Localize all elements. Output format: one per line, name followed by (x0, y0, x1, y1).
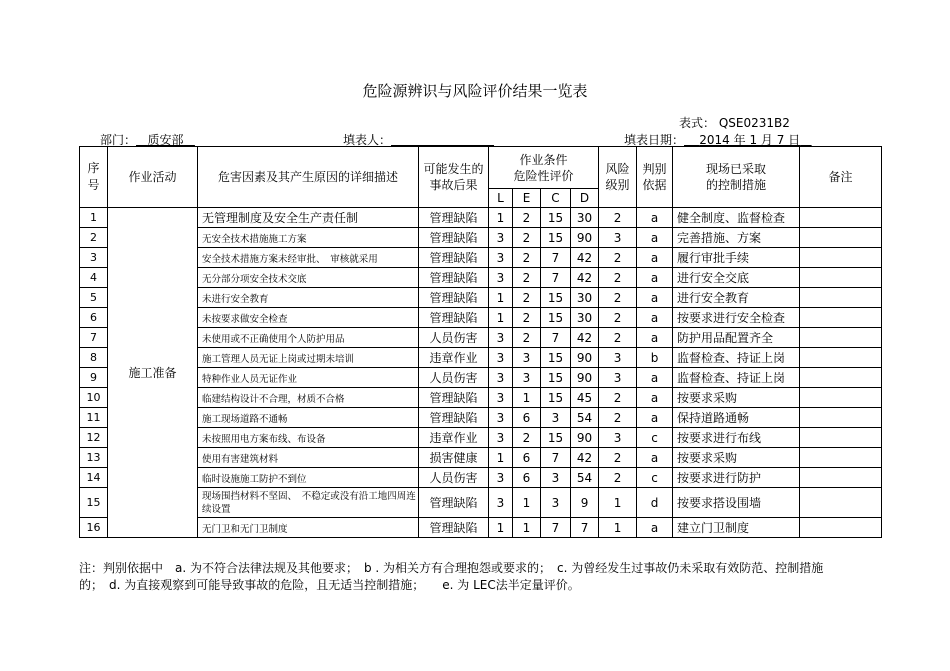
header-L: L (489, 189, 513, 208)
hazard-description: 临时设施施工防护不到位 (198, 468, 419, 488)
cell-e: 2 (513, 308, 541, 328)
hazard-description: 未按照用电方案布线、布设备 (198, 428, 419, 448)
cell-basis: c (637, 428, 673, 448)
department-value: 质安部 (147, 133, 184, 147)
row-number: 12 (80, 428, 108, 448)
cell-basis: a (637, 288, 673, 308)
cell-cons: 管理缺陷 (419, 308, 489, 328)
cell-c: 7 (541, 518, 571, 538)
row-number: 14 (80, 468, 108, 488)
table-row (80, 488, 882, 518)
hazard-description: 临建结构设计不合理，材质不合格 (198, 388, 419, 408)
remarks-cell (800, 408, 882, 428)
hazard-description: 无管理制度及安全生产责任制 (198, 208, 419, 228)
form-number: 表式： QSE0231B2 (679, 116, 790, 130)
filler-label: 填表人： (343, 133, 392, 147)
cell-d: 30 (571, 208, 599, 228)
cell-c: 7 (541, 268, 571, 288)
cell-d: 30 (571, 288, 599, 308)
cell-basis: a (637, 388, 673, 408)
cell-basis: a (637, 368, 673, 388)
cell-l: 3 (489, 468, 513, 488)
cell-cons: 人员伤害 (419, 328, 489, 348)
cell-e: 6 (513, 408, 541, 428)
cell-basis: a (637, 268, 673, 288)
row-number: 16 (80, 518, 108, 538)
row-number: 1 (80, 208, 108, 228)
cell-d: 7 (571, 518, 599, 538)
cell-c: 15 (541, 388, 571, 408)
cell-l: 3 (489, 428, 513, 448)
remarks-cell (800, 328, 882, 348)
control-measure: 按要求进行防护 (673, 468, 800, 488)
header-risk-level: 风险级别 (599, 147, 637, 208)
control-measure: 履行审批手续 (673, 248, 800, 268)
cell-level: 2 (599, 248, 637, 268)
footnote (79, 560, 879, 594)
cell-level: 3 (599, 428, 637, 448)
row-number: 11 (80, 408, 108, 428)
control-measure: 按要求搭设围墙 (673, 488, 800, 518)
header-C: C (541, 189, 571, 208)
table-row (80, 348, 882, 368)
table-row (80, 328, 882, 348)
header-control (673, 147, 800, 208)
control-measure: 监督检查、持证上岗 (673, 348, 800, 368)
cell-level: 1 (599, 518, 637, 538)
cell-c: 15 (541, 368, 571, 388)
cell-level: 3 (599, 228, 637, 248)
date-label: 填表日期： (624, 133, 685, 147)
footnote-line1: 注：判别依据中 a. 为不符合法律法规及其他要求； b . 为相关方有合理抱怨或要求的； c. 为曾经发生过事故仍未采取有效防范、控制措施 (79, 561, 824, 575)
remarks-cell (800, 248, 882, 268)
cell-c: 15 (541, 288, 571, 308)
cell-e: 2 (513, 248, 541, 268)
cell-cons: 管理缺陷 (419, 388, 489, 408)
cell-l: 3 (489, 368, 513, 388)
header-conditions (489, 147, 599, 189)
header-seq: 序号 (80, 147, 108, 208)
control-measure: 按要求进行安全检查 (673, 308, 800, 328)
cell-e: 1 (513, 488, 541, 518)
cell-e: 6 (513, 468, 541, 488)
remarks-cell (800, 368, 882, 388)
date-value: 2014 年 1 月 7 日 (699, 133, 801, 147)
cell-level: 2 (599, 288, 637, 308)
cell-d: 90 (571, 428, 599, 448)
remarks-cell (800, 348, 882, 368)
cell-l: 1 (489, 448, 513, 468)
cell-l: 3 (489, 268, 513, 288)
table-row (80, 268, 882, 288)
header-activity: 作业活动 (108, 147, 198, 208)
hazard-description: 无分部分项安全技术交底 (198, 268, 419, 288)
header-control-line1: 现场已采取 (706, 162, 767, 176)
cell-e: 3 (513, 348, 541, 368)
cell-cons: 人员伤害 (419, 368, 489, 388)
cell-e: 1 (513, 518, 541, 538)
cell-l: 1 (489, 518, 513, 538)
cell-c: 15 (541, 348, 571, 368)
hazard-description: 未进行安全教育 (198, 288, 419, 308)
cell-cons: 损害健康 (419, 448, 489, 468)
cell-cons: 管理缺陷 (419, 248, 489, 268)
row-number: 2 (80, 228, 108, 248)
row-number: 8 (80, 348, 108, 368)
cell-basis: b (637, 348, 673, 368)
header-remarks: 备注 (800, 147, 882, 208)
row-number: 3 (80, 248, 108, 268)
cell-d: 90 (571, 368, 599, 388)
header-conditions-line1: 作业条件 (519, 152, 568, 167)
cell-level: 2 (599, 328, 637, 348)
cell-cons: 管理缺陷 (419, 518, 489, 538)
header-control-line2: 的控制措施 (706, 178, 767, 192)
cell-d: 42 (571, 248, 599, 268)
remarks-cell (800, 428, 882, 448)
cell-level: 2 (599, 448, 637, 468)
row-number: 10 (80, 388, 108, 408)
remarks-cell (800, 268, 882, 288)
control-measure: 建立门卫制度 (673, 518, 800, 538)
document-title: 危险源辨识与风险评价结果一览表 (362, 82, 588, 100)
control-measure: 按要求进行布线 (673, 428, 800, 448)
remarks-cell (800, 208, 882, 228)
hazard-description: 现场围挡材料不坚固、 不稳定或没有沿工地四周连续设置 (198, 488, 419, 518)
cell-e: 3 (513, 368, 541, 388)
cell-level: 2 (599, 468, 637, 488)
control-measure: 按要求采购 (673, 388, 800, 408)
cell-basis: c (637, 468, 673, 488)
table-row (80, 288, 882, 308)
cell-c: 15 (541, 428, 571, 448)
cell-cons: 违章作业 (419, 348, 489, 368)
cell-e: 6 (513, 448, 541, 468)
hazard-description: 施工现场道路不通畅 (198, 408, 419, 428)
hazard-description: 未使用或不正确使用个人防护用品 (198, 328, 419, 348)
row-number: 6 (80, 308, 108, 328)
cell-e: 1 (513, 388, 541, 408)
cell-level: 1 (599, 488, 637, 518)
cell-d: 42 (571, 448, 599, 468)
remarks-cell (800, 228, 882, 248)
cell-c: 15 (541, 228, 571, 248)
cell-c: 7 (541, 248, 571, 268)
cell-basis: a (637, 448, 673, 468)
cell-c: 3 (541, 468, 571, 488)
remarks-cell (800, 518, 882, 538)
row-number: 7 (80, 328, 108, 348)
control-measure: 进行安全教育 (673, 288, 800, 308)
cell-cons: 管理缺陷 (419, 488, 489, 518)
cell-d: 30 (571, 308, 599, 328)
cell-c: 3 (541, 488, 571, 518)
cell-basis: a (637, 408, 673, 428)
cell-d: 54 (571, 408, 599, 428)
control-measure: 按要求采购 (673, 448, 800, 468)
row-number: 13 (80, 448, 108, 468)
header-D: D (571, 189, 599, 208)
hazard-description: 未按要求做安全检查 (198, 308, 419, 328)
cell-basis: a (637, 518, 673, 538)
row-number: 15 (80, 488, 108, 518)
cell-c: 15 (541, 308, 571, 328)
department-label: 部门： (100, 133, 137, 147)
table-row (80, 248, 882, 268)
cell-cons: 管理缺陷 (419, 288, 489, 308)
cell-l: 3 (489, 328, 513, 348)
table-row (80, 408, 882, 428)
cell-level: 2 (599, 388, 637, 408)
cell-basis: a (637, 208, 673, 228)
activity-cell: 施工准备 (108, 208, 198, 538)
cell-cons: 违章作业 (419, 428, 489, 448)
table-row (80, 518, 882, 538)
remarks-cell (800, 388, 882, 408)
control-measure: 保持道路通畅 (673, 408, 800, 428)
cell-cons: 管理缺陷 (419, 228, 489, 248)
cell-c: 15 (541, 208, 571, 228)
cell-d: 42 (571, 268, 599, 288)
cell-e: 2 (513, 288, 541, 308)
hazard-description: 安全技术措施方案未经审批、 审核就采用 (198, 248, 419, 268)
cell-c: 3 (541, 408, 571, 428)
header-conditions-line2: 危险性评价 (513, 168, 574, 183)
cell-d: 90 (571, 228, 599, 248)
row-number: 9 (80, 368, 108, 388)
cell-level: 2 (599, 208, 637, 228)
cell-basis: a (637, 248, 673, 268)
risk-assessment-table (79, 146, 882, 538)
table-row (80, 388, 882, 408)
cell-cons: 管理缺陷 (419, 208, 489, 228)
cell-d: 42 (571, 328, 599, 348)
cell-l: 3 (489, 228, 513, 248)
cell-e: 2 (513, 428, 541, 448)
table-row (80, 368, 882, 388)
remarks-cell (800, 288, 882, 308)
control-measure: 健全制度、监督检查 (673, 208, 800, 228)
hazard-description: 特种作业人员无证作业 (198, 368, 419, 388)
control-measure: 完善措施、方案 (673, 228, 800, 248)
cell-d: 54 (571, 468, 599, 488)
header-E: E (513, 189, 541, 208)
cell-cons: 管理缺陷 (419, 408, 489, 428)
cell-basis: a (637, 228, 673, 248)
cell-level: 3 (599, 368, 637, 388)
cell-level: 2 (599, 408, 637, 428)
filler-value (391, 133, 494, 147)
remarks-cell (800, 308, 882, 328)
remarks-cell (800, 488, 882, 518)
table-row (80, 308, 882, 328)
row-number: 5 (80, 288, 108, 308)
cell-l: 3 (489, 408, 513, 428)
hazard-description: 无门卫和无门卫制度 (198, 518, 419, 538)
cell-level: 3 (599, 348, 637, 368)
cell-level: 2 (599, 308, 637, 328)
remarks-cell (800, 448, 882, 468)
cell-c: 7 (541, 448, 571, 468)
table-row (80, 448, 882, 468)
cell-cons: 管理缺陷 (419, 268, 489, 288)
cell-e: 2 (513, 208, 541, 228)
cell-l: 3 (489, 488, 513, 518)
control-measure: 防护用品配置齐全 (673, 328, 800, 348)
row-number: 4 (80, 268, 108, 288)
cell-l: 1 (489, 308, 513, 328)
cell-d: 45 (571, 388, 599, 408)
cell-l: 1 (489, 208, 513, 228)
table-row (80, 228, 882, 248)
control-measure: 监督检查、持证上岗 (673, 368, 800, 388)
cell-level: 2 (599, 268, 637, 288)
cell-cons: 人员伤害 (419, 468, 489, 488)
cell-c: 7 (541, 328, 571, 348)
cell-basis: a (637, 308, 673, 328)
cell-e: 2 (513, 328, 541, 348)
remarks-cell (800, 468, 882, 488)
cell-basis: d (637, 488, 673, 518)
table-row (80, 208, 882, 228)
cell-l: 1 (489, 288, 513, 308)
hazard-description: 使用有害建筑材料 (198, 448, 419, 468)
hazard-description: 无安全技术措施施工方案 (198, 228, 419, 248)
cell-basis: a (637, 328, 673, 348)
cell-l: 3 (489, 248, 513, 268)
cell-d: 90 (571, 348, 599, 368)
hazard-description: 施工管理人员无证上岗或过期未培训 (198, 348, 419, 368)
table-row (80, 468, 882, 488)
header-consequence: 可能发生的事故后果 (419, 147, 489, 208)
cell-e: 2 (513, 268, 541, 288)
table-row (80, 428, 882, 448)
cell-l: 3 (489, 388, 513, 408)
cell-e: 2 (513, 228, 541, 248)
control-measure: 进行安全交底 (673, 268, 800, 288)
footnote-line2: 的； d. 为直接观察到可能导致事故的危险，且无适当控制措施； e. 为 LEC法半定量评价。 (79, 578, 580, 592)
header-hazard: 危害因素及其产生原因的详细描述 (198, 147, 419, 208)
cell-d: 9 (571, 488, 599, 518)
header-judge-basis: 判别依据 (637, 147, 673, 208)
cell-l: 3 (489, 348, 513, 368)
